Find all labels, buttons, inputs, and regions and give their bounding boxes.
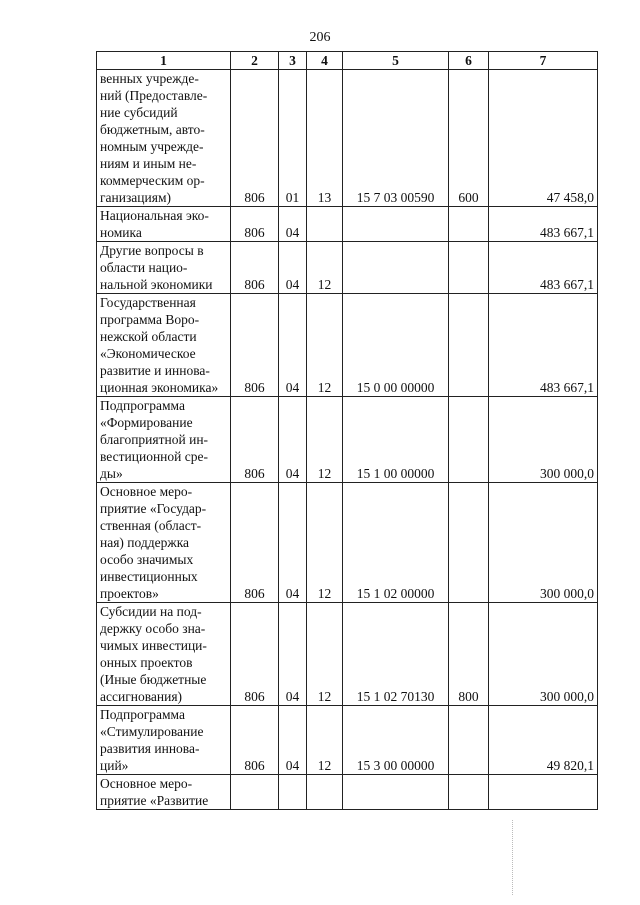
row-ministry-code: 806 <box>231 242 279 294</box>
row-name: венных учрежде- ний (Предоставле- ние субсидий бюджетным, авто- номным учрежде- ниям и иным не- коммерческим ор- ганизациям) <box>97 70 231 207</box>
row-name: Подпрограмма «Формирование благоприятной ин- вестиционной сре- ды» <box>97 397 231 483</box>
table-row <box>97 483 598 603</box>
scan-artifact-dots <box>512 820 514 895</box>
row-expense-type <box>449 242 489 294</box>
row-section <box>279 775 307 810</box>
row-subsection: 12 <box>307 706 343 775</box>
row-ministry-code: 806 <box>231 603 279 706</box>
row-amount: 483 667,1 <box>489 242 598 294</box>
row-subsection: 12 <box>307 483 343 603</box>
header-col-2: 2 <box>231 52 279 70</box>
table-row <box>97 242 598 294</box>
row-expense-type <box>449 207 489 242</box>
row-section: 04 <box>279 397 307 483</box>
table-row <box>97 397 598 483</box>
row-ministry-code: 806 <box>231 207 279 242</box>
header-row <box>97 52 598 70</box>
row-amount <box>489 775 598 810</box>
row-target-article: 15 1 02 00000 <box>343 483 449 603</box>
row-section: 04 <box>279 603 307 706</box>
row-target-article: 15 7 03 00590 <box>343 70 449 207</box>
row-amount: 300 000,0 <box>489 603 598 706</box>
row-expense-type <box>449 775 489 810</box>
row-section: 01 <box>279 70 307 207</box>
row-section: 04 <box>279 706 307 775</box>
table-row <box>97 603 598 706</box>
row-name: Субсидии на под- держку особо зна- чимых инвестици- онных проектов (Иные бюджетные ассигнования) <box>97 603 231 706</box>
row-expense-type: 800 <box>449 603 489 706</box>
row-ministry-code: 806 <box>231 706 279 775</box>
table-row <box>97 706 598 775</box>
table-row <box>97 294 598 397</box>
row-subsection <box>307 775 343 810</box>
table-row <box>97 70 598 207</box>
row-target-article: 15 3 00 00000 <box>343 706 449 775</box>
row-name: Другие вопросы в области нацио- нальной экономики <box>97 242 231 294</box>
row-subsection <box>307 207 343 242</box>
page-number: 206 <box>309 30 331 45</box>
budget-table <box>96 51 598 810</box>
row-ministry-code <box>231 775 279 810</box>
row-subsection: 12 <box>307 294 343 397</box>
row-expense-type <box>449 294 489 397</box>
row-ministry-code: 806 <box>231 70 279 207</box>
row-ministry-code: 806 <box>231 483 279 603</box>
row-subsection: 13 <box>307 70 343 207</box>
row-amount: 483 667,1 <box>489 294 598 397</box>
header-col-1: 1 <box>97 52 231 70</box>
row-expense-type <box>449 397 489 483</box>
row-name: Государственная программа Воро- нежской области «Экономическое развитие и иннова- ционная экономика» <box>97 294 231 397</box>
header-col-5: 5 <box>343 52 449 70</box>
table-row <box>97 207 598 242</box>
row-section: 04 <box>279 294 307 397</box>
row-section: 04 <box>279 242 307 294</box>
header-col-3: 3 <box>279 52 307 70</box>
row-target-article: 15 1 00 00000 <box>343 397 449 483</box>
row-name: Подпрограмма «Стимулирование развития иннова- ций» <box>97 706 231 775</box>
row-target-article: 15 1 02 70130 <box>343 603 449 706</box>
row-section: 04 <box>279 483 307 603</box>
row-ministry-code: 806 <box>231 294 279 397</box>
row-subsection: 12 <box>307 242 343 294</box>
row-subsection: 12 <box>307 397 343 483</box>
table-row <box>97 775 598 810</box>
row-expense-type <box>449 706 489 775</box>
header-col-7: 7 <box>489 52 598 70</box>
row-target-article <box>343 775 449 810</box>
row-target-article <box>343 207 449 242</box>
row-amount: 300 000,0 <box>489 483 598 603</box>
row-amount: 49 820,1 <box>489 706 598 775</box>
row-amount: 483 667,1 <box>489 207 598 242</box>
row-subsection: 12 <box>307 603 343 706</box>
row-expense-type: 600 <box>449 70 489 207</box>
row-expense-type <box>449 483 489 603</box>
header-col-6: 6 <box>449 52 489 70</box>
row-target-article: 15 0 00 00000 <box>343 294 449 397</box>
row-target-article <box>343 242 449 294</box>
row-amount: 47 458,0 <box>489 70 598 207</box>
row-amount: 300 000,0 <box>489 397 598 483</box>
row-name: Основное меро- приятие «Развитие <box>97 775 231 810</box>
row-name: Национальная эко- номика <box>97 207 231 242</box>
row-name: Основное меро- приятие «Государ- ственная (област- ная) поддержка особо значимых инвестиционных проектов» <box>97 483 231 603</box>
header-col-4: 4 <box>307 52 343 70</box>
row-ministry-code: 806 <box>231 397 279 483</box>
row-section: 04 <box>279 207 307 242</box>
